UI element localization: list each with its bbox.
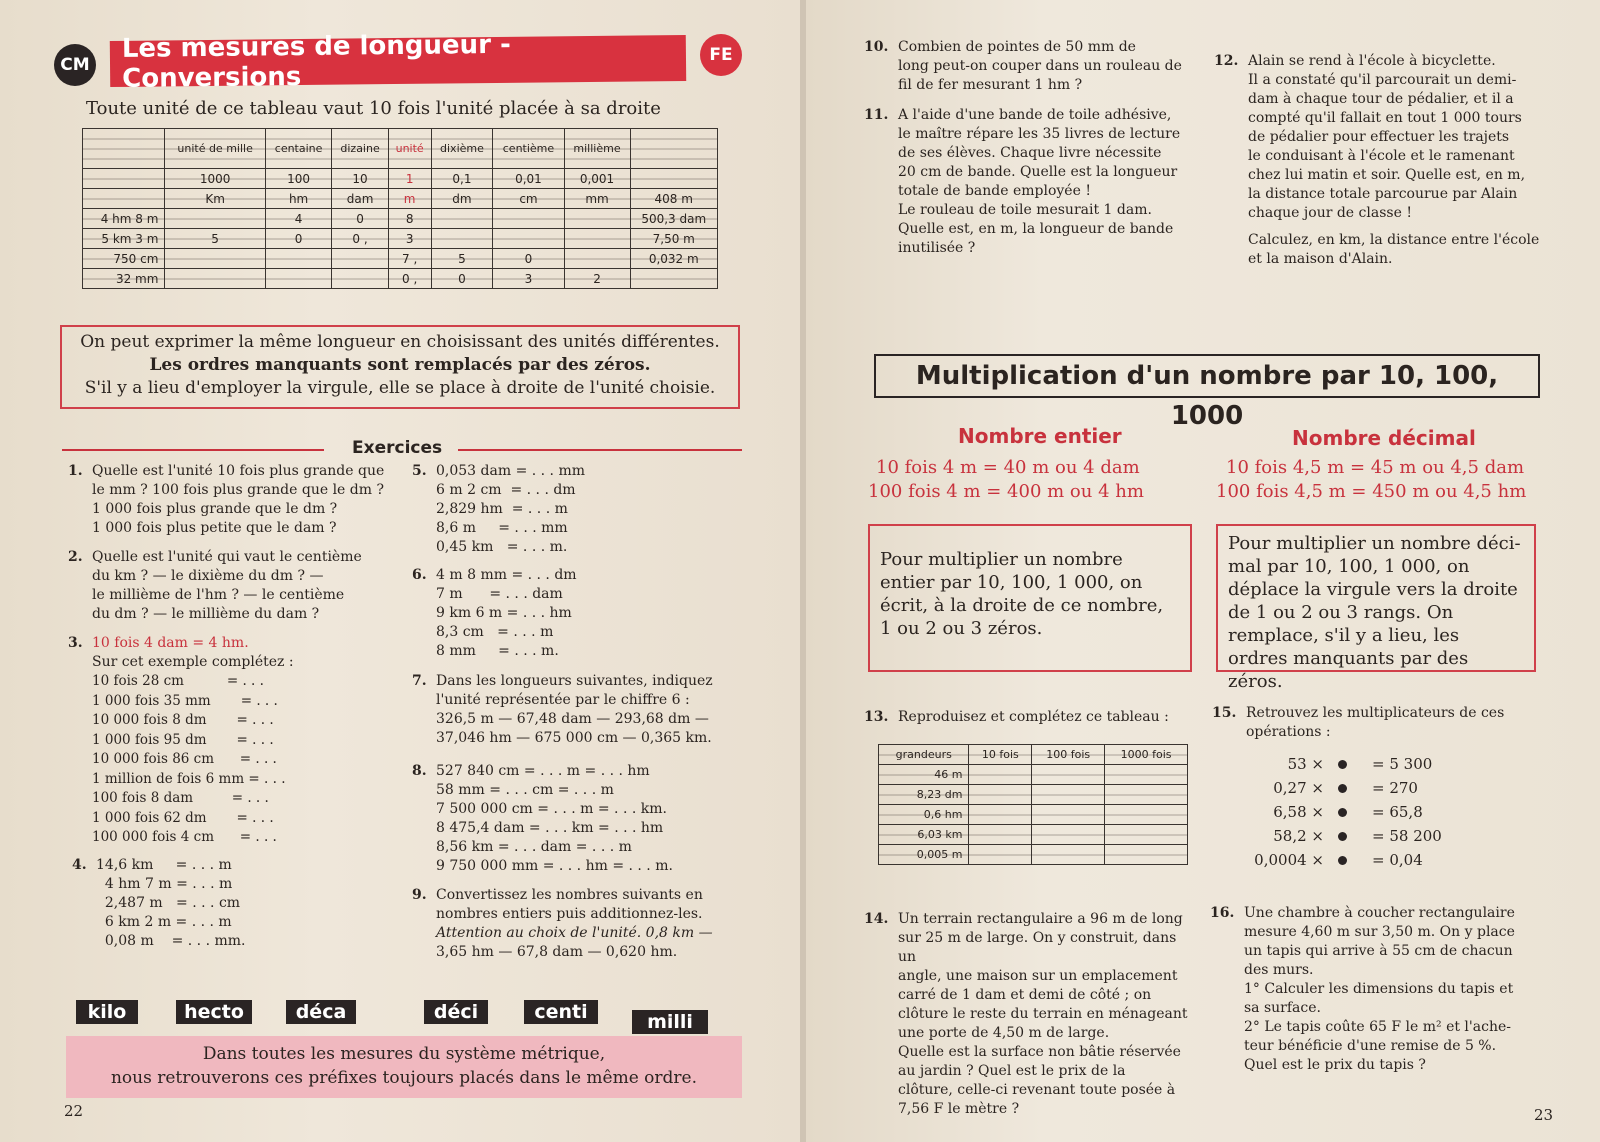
exercise-line: 8,3 cm = . . . m — [436, 624, 554, 640]
exercise-line: Retrouvez les multiplicateurs de ces — [1246, 705, 1505, 721]
table-cell: dixième — [431, 129, 493, 169]
operation-result: = 65,8 — [1372, 803, 1423, 821]
exercise-14 — [864, 910, 1194, 1119]
exercise-line: Un terrain rectangulaire a 96 m de long — [898, 911, 1183, 927]
fe-badge: FE — [700, 34, 742, 76]
table-cell: 8 — [388, 209, 431, 229]
table-cell: 100 — [265, 169, 332, 189]
example-red: 10 fois 4 dam = 4 hm. — [92, 635, 249, 651]
exercise-line: 8 mm = . . . m. — [436, 643, 559, 659]
table-row — [879, 765, 1188, 785]
table-cell: 2 — [564, 269, 630, 289]
exercise-number: 2. — [68, 549, 83, 565]
table-row — [83, 209, 718, 229]
exercise-line: Quelle est l'unité qui vaut le centième — [92, 549, 362, 565]
exercise-line: Dans les longueurs suivantes, indiquez — [436, 673, 713, 689]
exercise-line: 14,6 km = . . . m — [96, 857, 232, 873]
table-cell: millième — [564, 129, 630, 169]
exercise-line: clôture, celle-ci revenant toute posée à — [898, 1082, 1176, 1098]
empty-cell — [1105, 805, 1188, 825]
exercise-line: 6 m 2 cm = . . . dm — [436, 482, 576, 498]
exercise-line: le mm ? 100 fois plus grande que le dm ? — [92, 482, 384, 498]
table-cell: 46 m — [879, 765, 969, 785]
table-cell: 0 — [493, 249, 564, 269]
units-table — [82, 128, 718, 289]
table-header: 10 fois — [969, 745, 1032, 765]
operation-row — [1246, 824, 1496, 848]
operation-result: = 0,04 — [1372, 851, 1423, 869]
table-cell: unité de mille — [165, 129, 265, 169]
exercise-line: le conduisant à l'école et le ramenant — [1248, 148, 1515, 164]
note-line-1: Dans toutes les mesures du système métrique, — [202, 1044, 606, 1064]
exercise-line: nombres entiers puis additionnez-les. — [436, 906, 703, 922]
table-cell: dm — [431, 189, 493, 209]
empty-cell — [969, 805, 1032, 825]
multiplication-title: Multiplication d'un nombre par 10, 100, 1000 — [874, 354, 1540, 398]
exercise-line: 10 000 fois 86 cm = . . . — [92, 751, 277, 767]
exercise-line: un tapis qui arrive à 55 cm de chacun — [1244, 943, 1513, 959]
table-cell: 10 — [332, 169, 388, 189]
exercise-line: 100 fois 8 dam = . . . — [92, 790, 269, 806]
table-header: 100 fois — [1032, 745, 1105, 765]
exercise-12 — [1214, 52, 1550, 269]
multiplication-table — [878, 744, 1188, 865]
table-cell: Km — [165, 189, 265, 209]
table-cell: dizaine — [332, 129, 388, 169]
table-cell — [630, 129, 718, 169]
prefix-kilo: kilo — [76, 1000, 138, 1024]
right-page — [806, 0, 1600, 1142]
subtitle: Toute unité de ce tableau vaut 10 fois l'unité placée à sa droite — [86, 98, 661, 119]
exercise-body — [898, 38, 1198, 95]
empty-cell — [969, 825, 1032, 845]
table-row — [83, 129, 718, 169]
heading-rule-left — [62, 449, 324, 451]
exercise-line: l'unité représentée par le chiffre 6 : — [436, 692, 690, 708]
table-cell — [165, 249, 265, 269]
table-header: grandeurs — [879, 745, 969, 765]
table-cell: mm — [564, 189, 630, 209]
table-cell: 0 — [332, 209, 388, 229]
table-cell: 5 — [431, 249, 493, 269]
table-cell: 7 , — [388, 249, 431, 269]
table-cell — [564, 249, 630, 269]
exercise-body — [436, 462, 734, 557]
exercise-line: de ses élèves. Chaque livre nécessite — [898, 145, 1162, 161]
empty-cell — [1105, 845, 1188, 865]
exercise-number: 10. — [864, 39, 889, 55]
exercise-9 — [412, 886, 746, 962]
exercise-line: 9 km 6 m = . . . hm — [436, 605, 572, 621]
exercise-line: 8 475,4 dam = . . . km = . . . hm — [436, 820, 664, 836]
table-cell — [332, 249, 388, 269]
empty-cell — [969, 765, 1032, 785]
exercise-line: 8,6 m = . . . mm — [436, 520, 568, 536]
table-cell: 8,23 dm — [879, 785, 969, 805]
exercise-body: Reproduisez et complétez ce tableau : — [898, 709, 1169, 725]
exercise-line: la distance totale parcourue par Alain — [1248, 186, 1518, 202]
table-cell: 0 — [431, 269, 493, 289]
operation-result: = 5 300 — [1372, 755, 1433, 773]
integer-example-1: 10 fois 4 m = 40 m ou 4 dam — [876, 457, 1140, 478]
operation-result: = 270 — [1372, 779, 1418, 797]
exercise-line: 2,487 m = . . . cm — [96, 895, 241, 911]
exercise-body — [1248, 52, 1550, 223]
prefix-hecto: hecto — [176, 1000, 252, 1024]
exercise-body — [92, 672, 394, 848]
table-cell — [493, 209, 564, 229]
table-cell: 0,1 — [431, 169, 493, 189]
empty-cell — [1032, 785, 1105, 805]
exercise-line: compté qu'il fallait en tout 1 000 tours — [1248, 110, 1522, 126]
empty-cell — [1032, 765, 1105, 785]
decimal-example-1: 10 fois 4,5 m = 45 m ou 4,5 dam — [1226, 457, 1525, 478]
table-cell — [265, 249, 332, 269]
table-row — [83, 269, 718, 289]
exercise-line: Attention au choix de l'unité. 0,8 km — — [436, 925, 713, 941]
exercise-line: chaque jour de classe ! — [1248, 205, 1412, 221]
operation-row — [1246, 752, 1496, 776]
integer-heading: Nombre entier — [958, 424, 1122, 448]
exercise-number: 4. — [72, 857, 87, 873]
exercise-body — [436, 672, 746, 748]
exercise-line: 0,053 dam = . . . mm — [436, 463, 585, 479]
operation-left: 0,27 × — [1273, 779, 1324, 797]
table-cell — [431, 209, 493, 229]
table-cell — [83, 129, 165, 169]
note-line-2: nous retrouverons ces préfixes toujours placés dans le même ordre. — [110, 1068, 698, 1088]
exercise-line: Combien de pointes de 50 mm de — [898, 39, 1136, 55]
exercise-5 — [412, 462, 734, 557]
exercise-line: Une chambre à coucher rectangulaire — [1244, 905, 1515, 921]
table-cell: m — [388, 189, 431, 209]
exercise-line: 10 fois 28 cm = . . . — [92, 673, 264, 689]
exercise-number: 8. — [412, 763, 427, 779]
prefix-deca: déca — [286, 1000, 356, 1024]
table-cell: 1000 — [165, 169, 265, 189]
decimal-rule-box: Pour multiplier un nombre déci-mal par 10, 100, 1 000, on déplace la virgule vers la droite de 1 ou 2 ou 3 rangs. On remplace, s'il y a lieu, les ordres manquants par des zéros. — [1216, 524, 1536, 672]
exercise-line: du dm ? — le millième du dam ? — [92, 606, 320, 622]
operation-row — [1246, 776, 1496, 800]
exercise-body — [92, 548, 394, 624]
exercise-line: dam à chaque tour de pédalier, et il a — [1248, 91, 1514, 107]
table-cell: 0,6 hm — [879, 805, 969, 825]
exercise-line: 3,65 hm — 67,8 dam — 0,620 hm. — [436, 944, 678, 960]
exercise-line: 1 000 fois plus petite que le dam ? — [92, 520, 337, 536]
exercise-line: 1 000 fois plus grande que le dm ? — [92, 501, 338, 517]
exercise-line: 1 million de fois 6 mm = . . . — [92, 770, 286, 787]
table-cell — [265, 269, 332, 289]
table-cell: 6,03 km — [879, 825, 969, 845]
exercise-line: 1° Calculer les dimensions du tapis et — [1244, 981, 1514, 997]
exercise-line: 0,08 m = . . . mm. — [96, 933, 246, 949]
rule-line-3: S'il y a lieu d'employer la virgule, elle se place à droite de l'unité choisie. — [84, 378, 716, 398]
table-cell: 0,01 — [493, 169, 564, 189]
prefix-centi: centi — [524, 1000, 598, 1024]
table-row — [879, 845, 1188, 865]
empty-cell — [1105, 785, 1188, 805]
exercise-line: 4 m 8 mm = . . . dm — [436, 567, 577, 583]
exercise-line: 1 000 fois 95 dm = . . . — [92, 731, 274, 748]
table-cell: centième — [493, 129, 564, 169]
exercise-line: 527 840 cm = . . . m = . . . hm — [436, 763, 650, 779]
page-number-left: 22 — [64, 1102, 84, 1120]
exercise-line: Quel est le prix du tapis ? — [1244, 1057, 1426, 1073]
empty-cell — [969, 785, 1032, 805]
blank-dot-icon — [1338, 808, 1347, 817]
integer-rule-box: Pour multiplier un nombre entier par 10, 100, 1 000, on écrit, à la droite de ce nombre, 1 ou 2 ou 3 zéros. — [868, 524, 1192, 672]
exercise-line: Quelle est, en m, la longueur de bande — [898, 221, 1174, 237]
rule-line-2: Les ordres manquants sont remplacés par des zéros. — [149, 355, 651, 375]
exercise-line: clôture le reste du terrain en ménageant — [898, 1006, 1188, 1022]
operation-left: 6,58 × — [1273, 803, 1324, 821]
exercise-line: le maître répare les 35 livres de lecture — [898, 126, 1181, 142]
exercise-body — [96, 856, 372, 951]
blank-dot-icon — [1338, 760, 1347, 769]
table-cell: 0 — [265, 229, 332, 249]
operation-left: 53 × — [1287, 755, 1324, 773]
table-cell: 4 hm 8 m — [83, 209, 165, 229]
exercise-7 — [412, 672, 746, 748]
exercise-body — [1244, 904, 1546, 1075]
exercise-body — [436, 762, 746, 876]
empty-cell — [1105, 765, 1188, 785]
exercise-line: mesure 4,60 m sur 3,50 m. On y place — [1244, 924, 1515, 940]
exercise-line: 4 hm 7 m = . . . m — [96, 876, 233, 892]
table-cell — [493, 229, 564, 249]
exercise-13 — [864, 708, 1204, 727]
table-cell: cm — [493, 189, 564, 209]
operation-left: 58,2 × — [1273, 827, 1324, 845]
exercise-line: Il a constaté qu'il parcourait un demi- — [1248, 72, 1517, 88]
table-row — [83, 169, 718, 189]
operation-left: 0,0004 × — [1254, 851, 1324, 869]
exercise-3 — [68, 634, 394, 848]
exercise-line: 10 000 fois 8 dm = . . . — [92, 712, 274, 728]
table-cell: 5 — [165, 229, 265, 249]
exercise-line: Convertissez les nombres suivants en — [436, 887, 703, 903]
exercise-line: le millième de l'hm ? — le centième — [92, 587, 345, 603]
table-cell: 0,001 — [564, 169, 630, 189]
exercise-15 — [1212, 704, 1550, 742]
table-cell: 0 , — [388, 269, 431, 289]
exercise-line: A l'aide d'une bande de toile adhésive, — [898, 107, 1172, 123]
exercise-number: 5. — [412, 463, 427, 479]
table-cell: centaine — [265, 129, 332, 169]
exercises-heading — [62, 440, 742, 460]
exercise-line: Calculez, en km, la distance entre l'école — [1248, 232, 1540, 248]
rule-box — [60, 325, 740, 409]
exercise-intro: Sur cet exemple complétez : — [92, 654, 294, 670]
exercise-number: 3. — [68, 635, 83, 651]
table-cell — [83, 189, 165, 209]
operation-row — [1246, 800, 1496, 824]
exercise-4 — [72, 856, 372, 951]
table-cell: 0,005 m — [879, 845, 969, 865]
exercise-line: au jardin ? Quel est le prix de la — [898, 1063, 1126, 1079]
table-cell: 1 — [388, 169, 431, 189]
exercise-line: Le rouleau de toile mesurait 1 dam. — [898, 202, 1152, 218]
table-row — [83, 249, 718, 269]
exercise-line: totale de bande employée ! — [898, 183, 1091, 199]
table-cell — [165, 209, 265, 229]
table-cell — [83, 169, 165, 189]
exercise-line: du km ? — le dixième du dm ? — — [92, 568, 324, 584]
empty-cell — [969, 845, 1032, 865]
exercise-11 — [864, 106, 1198, 258]
empty-cell — [1032, 845, 1105, 865]
exercise-line: 326,5 m — 67,48 dam — 293,68 dm — — [436, 711, 709, 727]
rule-line-1: On peut exprimer la même longueur en choisissant des unités différentes. — [80, 332, 720, 352]
exercise-body — [92, 462, 394, 538]
table-cell: 750 cm — [83, 249, 165, 269]
exercise-line: de pédalier pour effectuer les trajets — [1248, 129, 1510, 145]
exercise-1 — [68, 462, 394, 538]
prefix-milli: milli — [632, 1010, 708, 1034]
exercise-line: angle, une maison sur un emplacement — [898, 968, 1178, 984]
exercise-line: 0,45 km = . . . m. — [436, 539, 568, 555]
exercise-line: 100 000 fois 4 cm = . . . — [92, 829, 277, 845]
exercise-line: chez lui matin et soir. Quelle est, en m, — [1248, 167, 1526, 183]
exercise-body — [436, 886, 746, 962]
exercise-line: fil de fer mesurant 1 hm ? — [898, 77, 1083, 93]
table-cell: unité — [388, 129, 431, 169]
table-cell: hm — [265, 189, 332, 209]
exercise-number: 9. — [412, 887, 427, 903]
exercise-number: 15. — [1212, 705, 1237, 721]
exercise-line: 37,046 hm — 675 000 cm — 0,365 km. — [436, 730, 712, 746]
exercise-line: et la maison d'Alain. — [1248, 251, 1393, 267]
table-row — [879, 825, 1188, 845]
exercise-number: 1. — [68, 463, 83, 479]
blank-dot-icon — [1338, 784, 1347, 793]
exercise-line: teur bénéficie d'une remise de 5 %. — [1244, 1038, 1497, 1054]
exercise-body — [1246, 704, 1550, 742]
exercise-line: 9 750 000 mm = . . . hm = . . . m. — [436, 858, 673, 874]
exercise-line: 58 mm = . . . cm = . . . m — [436, 782, 614, 798]
table-cell — [630, 169, 718, 189]
exercise-body — [898, 910, 1194, 1119]
table-cell — [564, 229, 630, 249]
table-row — [83, 189, 718, 209]
exercise-line: 20 cm de bande. Quelle est la longueur — [898, 164, 1178, 180]
exercise-line: une porte de 4,50 m de large. — [898, 1025, 1110, 1041]
table-cell: 500,3 dam — [630, 209, 718, 229]
table-cell: 0 , — [332, 229, 388, 249]
exercise-number: 7. — [412, 673, 427, 689]
integer-example-2: 100 fois 4 m = 400 m ou 4 hm — [868, 481, 1144, 502]
exercises-title: Exercices — [352, 438, 443, 458]
operation-result: = 58 200 — [1372, 827, 1442, 845]
exercise-6 — [412, 566, 734, 661]
operation-row — [1246, 848, 1496, 872]
exercise-line: 2,829 hm = . . . m — [436, 501, 568, 517]
exercise-line: Alain se rend à l'école à bicyclette. — [1248, 53, 1496, 69]
exercise-body — [436, 566, 734, 661]
blank-dot-icon — [1338, 856, 1347, 865]
exercise-line: 7,56 F le mètre ? — [898, 1101, 1020, 1117]
decimal-heading: Nombre décimal — [1292, 426, 1476, 450]
exercise-16 — [1210, 904, 1546, 1075]
prefix-note — [66, 1036, 742, 1098]
exercise-2 — [68, 548, 394, 624]
exercise-line: long peut-on couper dans un rouleau de — [898, 58, 1182, 74]
exercise-line: des murs. — [1244, 962, 1314, 978]
table-cell: 408 m — [630, 189, 718, 209]
exercise-question — [1248, 231, 1550, 269]
exercise-line: 1 000 fois 62 dm = . . . — [92, 809, 274, 826]
page-number-right: 23 — [1534, 1106, 1554, 1124]
exercise-line: sa surface. — [1244, 1000, 1321, 1016]
exercise-line: Quelle est l'unité 10 fois plus grande que — [92, 463, 385, 479]
table-cell — [564, 209, 630, 229]
table-cell: 3 — [493, 269, 564, 289]
exercise-line: 2° Le tapis coûte 65 F le m² et l'ache- — [1244, 1019, 1511, 1035]
exercise-line: 1 000 fois 35 mm = . . . — [92, 692, 278, 709]
table-header-row — [879, 745, 1188, 765]
table-cell — [165, 269, 265, 289]
exercise-line: inutilisée ? — [898, 240, 976, 256]
table-cell: 32 mm — [83, 269, 165, 289]
table-row — [879, 805, 1188, 825]
heading-rule-right — [458, 449, 742, 451]
exercise-number: 16. — [1210, 905, 1235, 921]
table-cell: 3 — [388, 229, 431, 249]
exercise-line: 7 500 000 cm = . . . m = . . . km. — [436, 801, 667, 817]
exercise-line: Quelle est la surface non bâtie réservée — [898, 1044, 1181, 1060]
exercise-number: 11. — [864, 107, 889, 123]
table-cell: 0,032 m — [630, 249, 718, 269]
blank-dot-icon — [1338, 832, 1347, 841]
table-header: 1000 fois — [1105, 745, 1188, 765]
empty-cell — [1032, 825, 1105, 845]
table-cell — [431, 229, 493, 249]
exercise-line: 7 m = . . . dam — [436, 586, 563, 602]
exercise-number: 13. — [864, 709, 889, 725]
table-cell: dam — [332, 189, 388, 209]
exercise-number: 14. — [864, 911, 889, 927]
cm-badge: CM — [54, 44, 96, 86]
exercise-line: opérations : — [1246, 724, 1331, 740]
table-cell — [630, 269, 718, 289]
page-title: Les mesures de longueur - Conversions — [110, 35, 686, 87]
empty-cell — [1032, 805, 1105, 825]
exercise-line: 8,56 km = . . . dam = . . . m — [436, 839, 632, 855]
table-cell: 7,50 m — [630, 229, 718, 249]
table-cell: 5 km 3 m — [83, 229, 165, 249]
exercise-line: 6 km 2 m = . . . m — [96, 914, 232, 930]
exercise-8 — [412, 762, 746, 876]
exercise-10 — [864, 38, 1198, 95]
prefix-deci: déci — [424, 1000, 488, 1024]
decimal-example-2: 100 fois 4,5 m = 450 m ou 4,5 hm — [1216, 481, 1527, 502]
table-cell: 4 — [265, 209, 332, 229]
table-row — [879, 785, 1188, 805]
empty-cell — [1105, 825, 1188, 845]
table-row — [83, 229, 718, 249]
exercise-body — [898, 106, 1198, 258]
exercise-number: 12. — [1214, 53, 1239, 69]
exercise-line: sur 25 m de large. On y construit, dans un — [898, 930, 1177, 965]
table-cell — [332, 269, 388, 289]
exercise-number: 6. — [412, 567, 427, 583]
exercise-line: carré de 1 dam et demi de côté ; on — [898, 987, 1152, 1003]
operations-list — [1246, 752, 1496, 872]
